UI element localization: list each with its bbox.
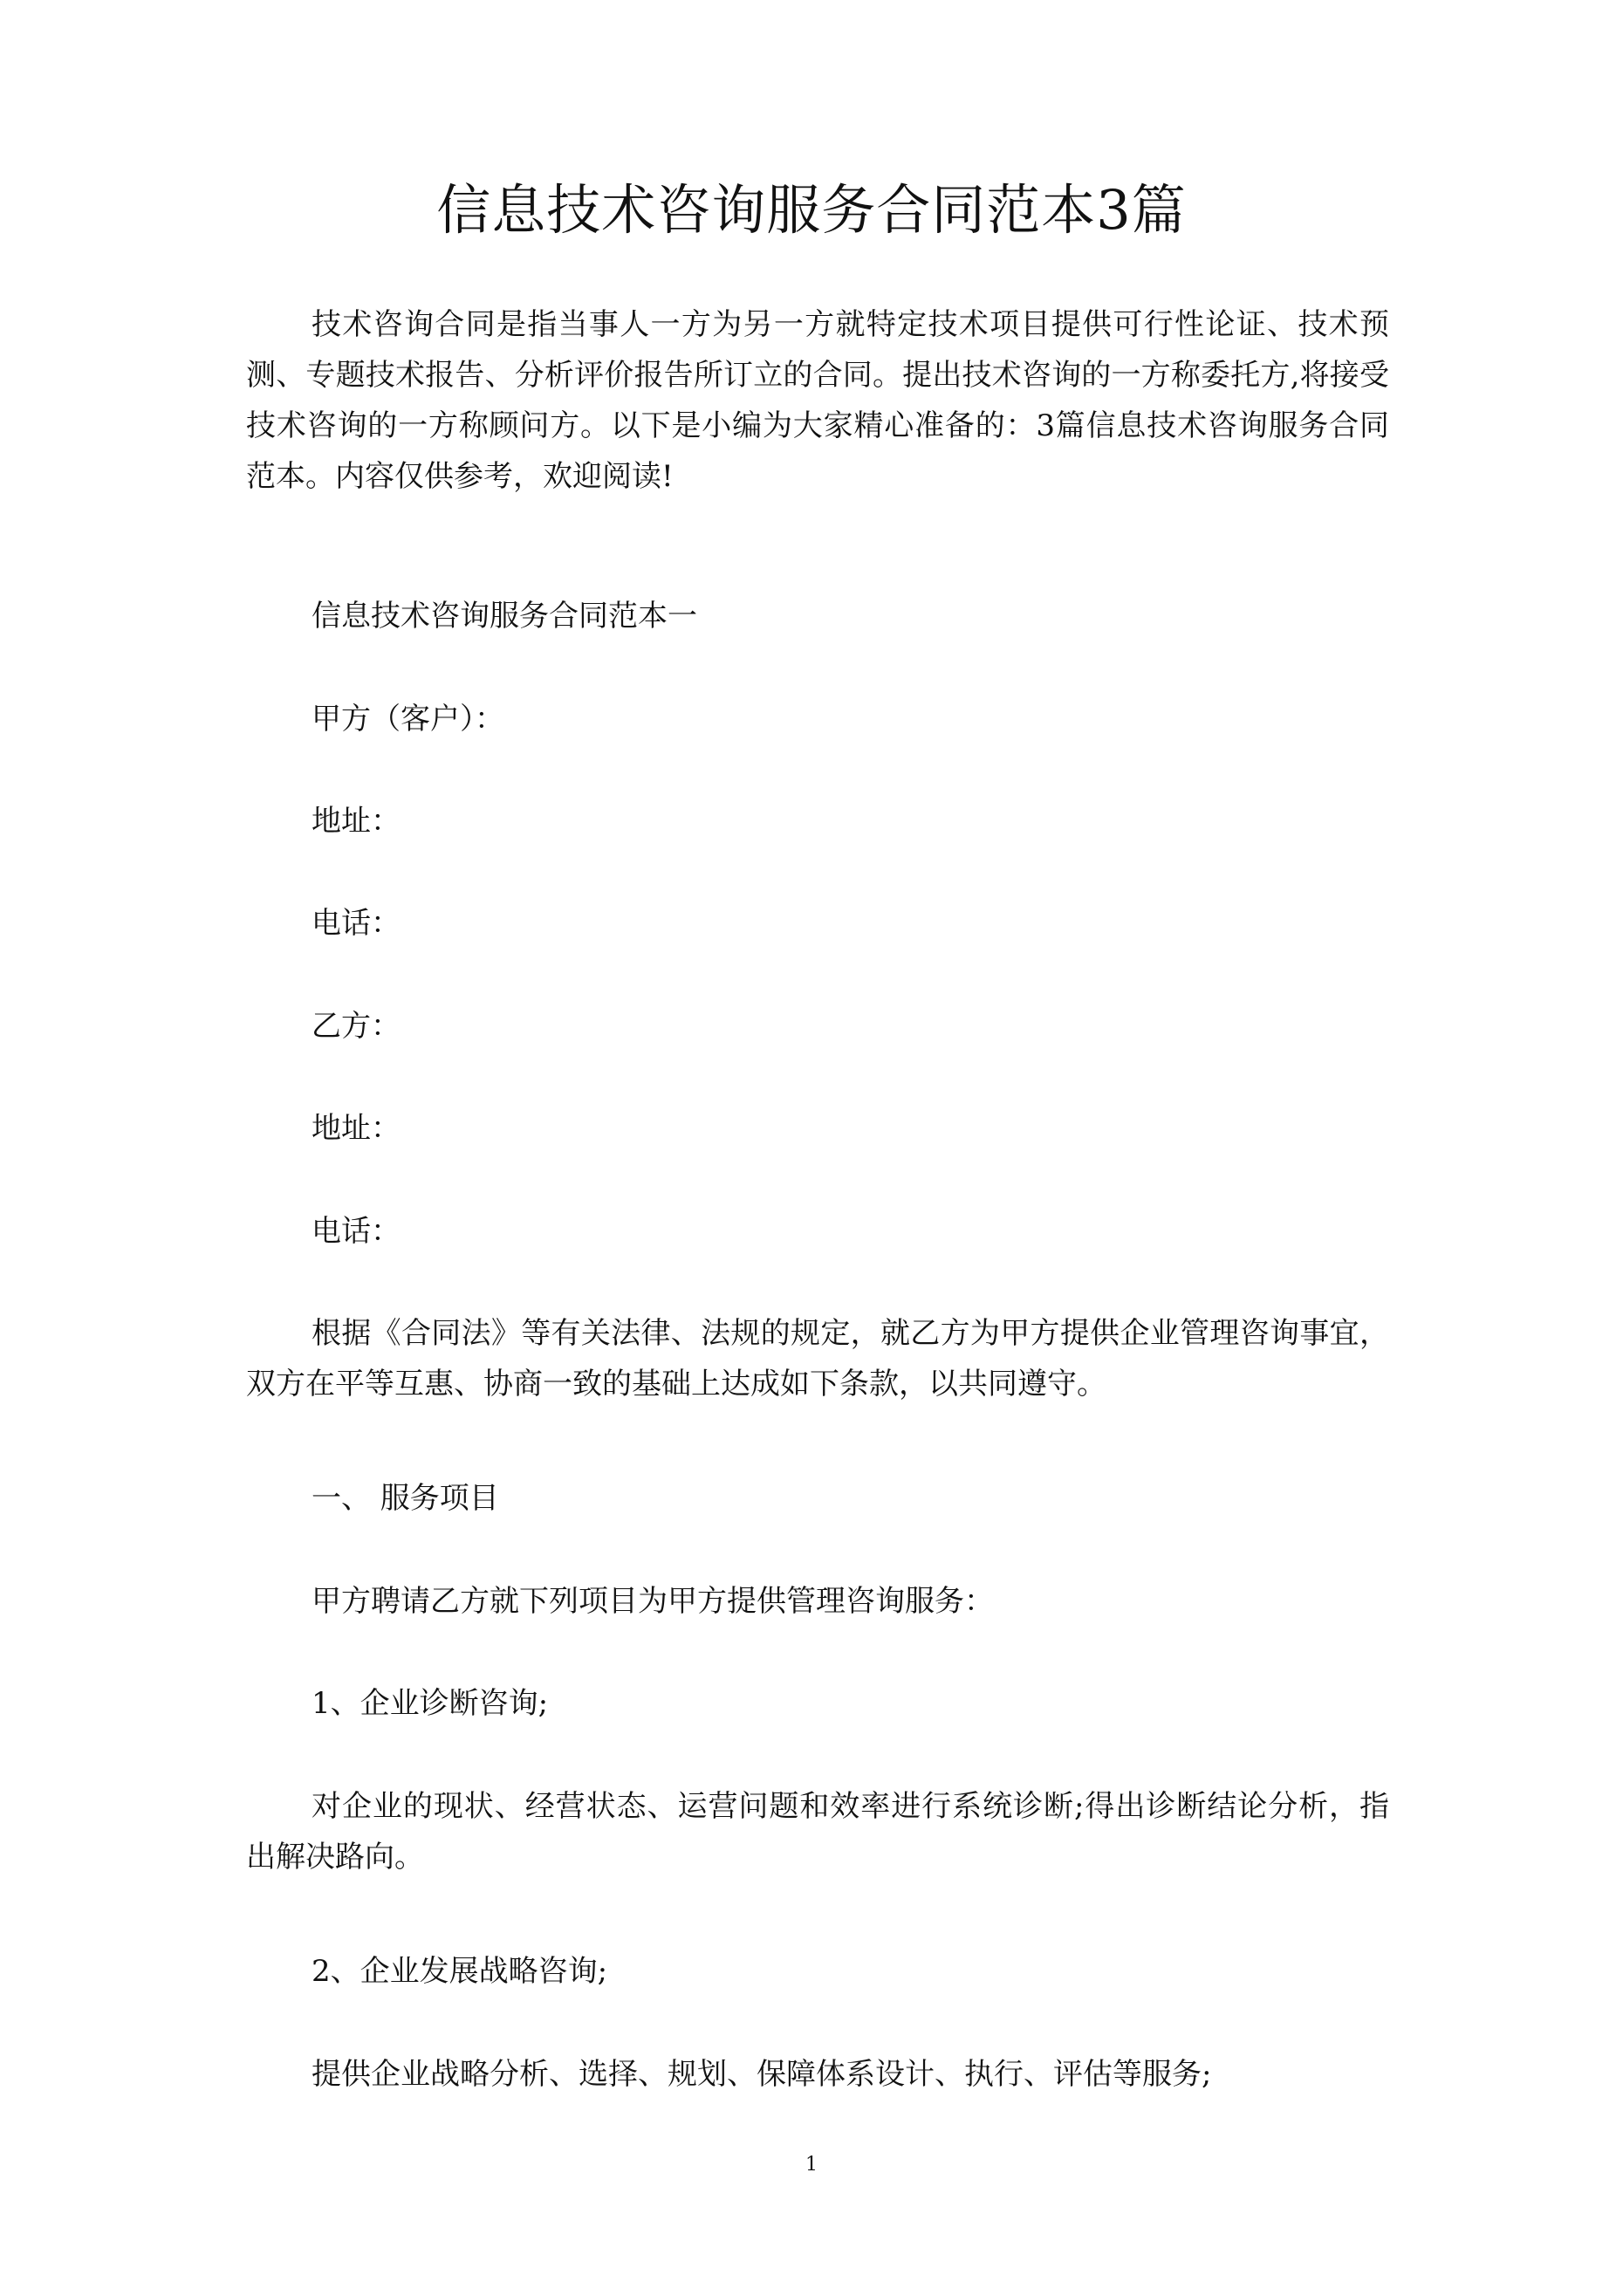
service-item-2-description: 提供企业战略分析、选择、规划、保障体系设计、执行、评估等服务; xyxy=(312,2057,1212,2092)
clause-1-intro: 甲方聘请乙方就下列项目为甲方提供管理咨询服务： xyxy=(312,1584,994,1619)
party-a-address-label: 地址： xyxy=(312,804,401,839)
intro-paragraph: 技术咨询合同是指当事人一方为另一方就特定技术项目提供可行性论证、技术预测、专题技术报告、分析评价报告所订立的合同。提出技术咨询的一方称委托方,将接受技术咨询的一方称顾问方。以下是小编为大家精心准备的：3篇信息技术咨询服务合同范本。内容仅供参考，欢迎阅读! xyxy=(246,307,1389,494)
party-a-label: 甲方（客户）： xyxy=(312,702,504,737)
document-title: 信息技术咨询服务合同范本3篇 xyxy=(436,178,1187,242)
clause-1-heading: 一、 服务项目 xyxy=(312,1481,499,1516)
service-item-2: 2、企业发展战略咨询; xyxy=(312,1954,608,1989)
party-b-address-label: 地址： xyxy=(312,1111,401,1146)
service-item-1: 1、企业诊断咨询; xyxy=(312,1686,549,1721)
party-b-phone-label: 电话： xyxy=(312,1214,401,1249)
service-item-1-description: 对企业的现状、经营状态、运营问题和效率进行系统诊断;得出诊断结论分析，指出解决路向。 xyxy=(246,1789,1389,1874)
party-b-label: 乙方： xyxy=(312,1009,401,1044)
section-heading: 信息技术咨询服务合同范本一 xyxy=(312,599,697,634)
page-number: 1 xyxy=(805,2154,818,2176)
basis-paragraph: 根据《合同法》等有关法律、法规的规定，就乙方为甲方提供企业管理咨询事宜，双方在平等互惠、协商一致的基础上达成如下条款，以共同遵守。 xyxy=(246,1316,1389,1402)
party-a-phone-label: 电话： xyxy=(312,906,401,941)
